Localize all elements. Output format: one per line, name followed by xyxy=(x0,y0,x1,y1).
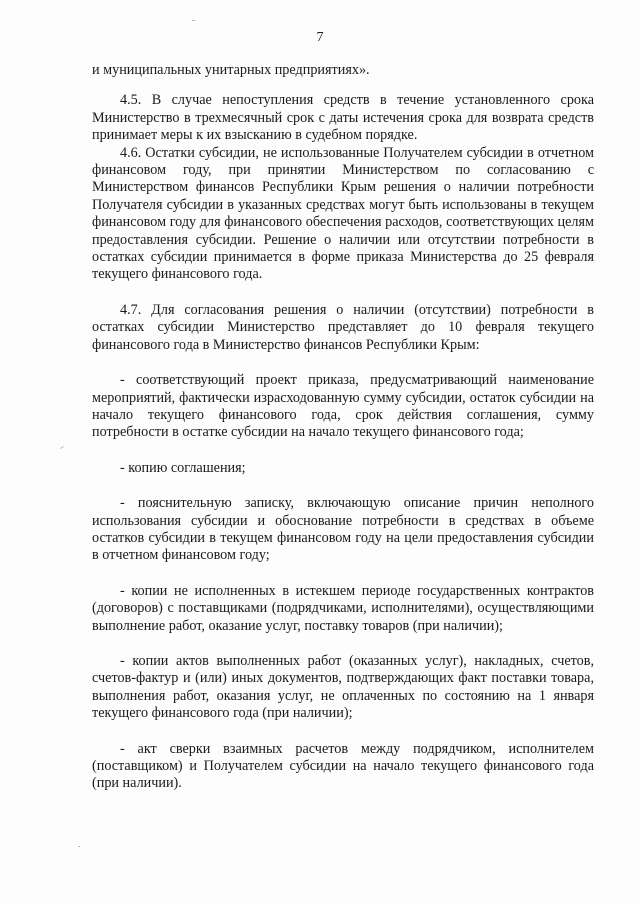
list-item-explanatory-note: - пояснительную записку, включающую описание причин неполного использования субсидии и обоснование потребности в средствах в объеме остатков субсидии в текущем финансовом году на цели предоставления субсидии в отчетном финансовом году; xyxy=(92,495,594,564)
paragraph-4-7: 4.7. Для согласования решения о наличии (отсутствии) потребности в остатках субсидии Министерство представляет до 10 февраля текущего финансового года в Министерство финансов Республики Крым: xyxy=(92,301,594,353)
scan-speck xyxy=(78,846,80,847)
list-item-reconciliation-act: - акт сверки взаимных расчетов между подрядчиком, исполнителем (поставщиком) и Получателем субсидии на начало текущего финансового года (при наличии). xyxy=(92,740,594,792)
scan-speck xyxy=(60,446,64,449)
page-number: 7 xyxy=(316,30,324,45)
paragraph-4-6: 4.6. Остатки субсидии, не использованные Получателем субсидии в отчетном финансовом году, при принятии Министерством по согласованию с Министерством финансов Республики Крым решения о наличии потребности Получателя субсидии в указанных средствах могут быть использованы в текущем финансовом году для финансового обеспечения расходов, соответствующих целям предоставления субсидии. Решение о наличии или отсутствии потребности в остатках субсидии принимается в форме приказа Министерства до 25 февраля текущего финансового года. xyxy=(92,144,594,283)
list-item-acts-copies: - копии актов выполненных работ (оказанных услуг), накладных, счетов, счетов-фактур и (или) иных документов, подтверждающих факт поставки товара, выполнения работ, оказания услуг, не оплаченных по состоянию на 1 января текущего финансового года (при наличии); xyxy=(92,652,594,722)
list-item-contract-copies: - копии не исполненных в истекшем периоде государственных контрактов (договоров) с поставщиками (подрядчиками, исполнителями), осуществляющими выполнение работ, оказание услуг, поставку товаров (при наличии); xyxy=(92,582,594,634)
paragraph-continuation: и муниципальных унитарных предприятиях». xyxy=(92,62,370,78)
list-item-agreement-copy: - копию соглашения; xyxy=(120,459,246,476)
scan-speck xyxy=(192,20,195,21)
paragraph-4-5: 4.5. В случае непоступления средств в течение установленного срока Министерство в трехмесячный срок с даты истечения срока для возврата средств принимает меры к их взысканию в судебном порядке. xyxy=(92,92,594,144)
document-body xyxy=(92,62,594,793)
list-item-draft-order: - соответствующий проект приказа, предусматривающий наименование мероприятий, фактически израсходованную сумму субсидии, остаток субсидии на начало текущего финансового года, срок действия соглашения, сумму потребности в остатке субсидии на начало текущего финансового года; xyxy=(92,372,594,441)
